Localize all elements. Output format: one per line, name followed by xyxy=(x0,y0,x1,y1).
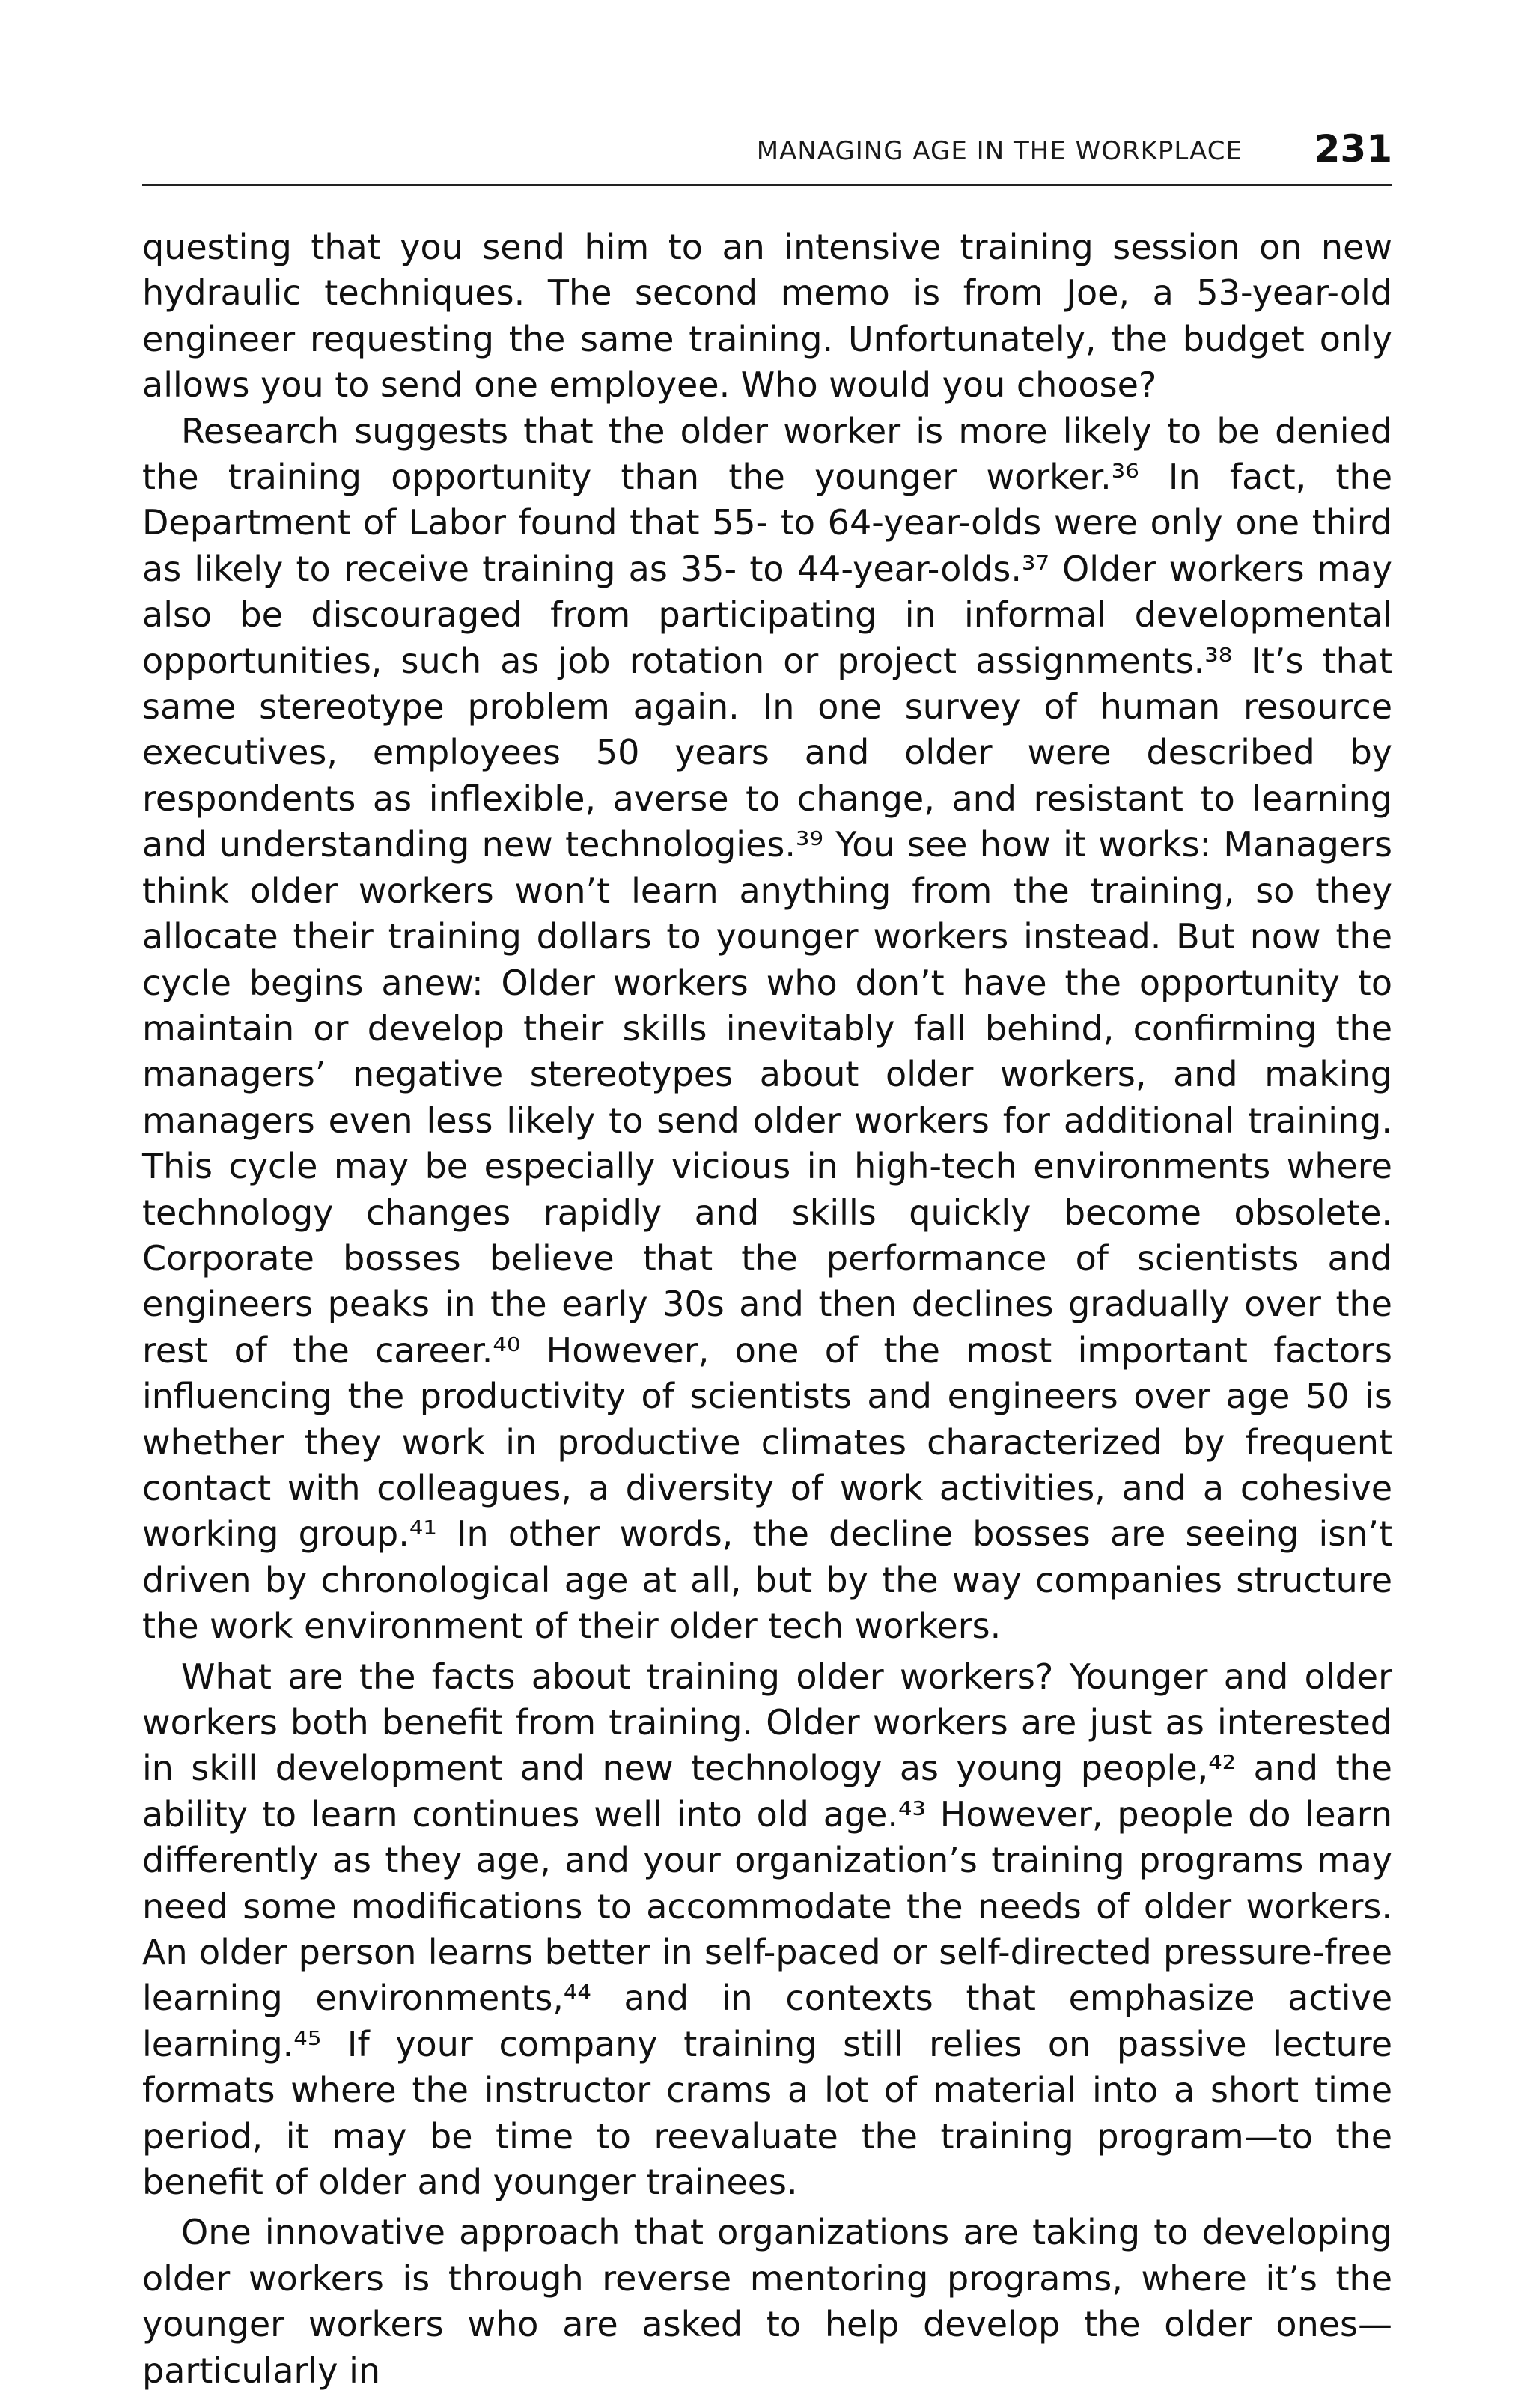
paragraph-reverse-mentoring: One innovative approach that organizations are taking to developing older workers is through reverse mentoring programs, where it’s the younger workers who are asked to help develop the older ones—particularly in xyxy=(142,2212,1392,2391)
paragraph-research: Research suggests that the older worker is more likely to be denied the training opportunity than the younger worker.³⁶ In fact, the Department of Labor found that 55- to 64-year-olds were only one third as likely to receive training as 35- to 44-year-olds.³⁷ Older workers may also be discouraged from participating in informal developmental opportunities, such as job rotation or project assignments.³⁸ It’s that same stereotype problem again. In one survey of human resource executives, employees 50 years and older were described by respondents as inflexible, averse to change, and resistant to learning and understanding new technologies.³⁹ You see how it works: Managers think older workers won’t learn anything from the training, so they allocate their training dollars to younger workers instead. But now the cycle begins anew: Older workers who don’t have the opportunity to maintain or develop their skills inevitably fall behind, confirming the managers’ negative stereotypes about older workers, and making managers even less likely to send older workers for additional training. This cycle may be especially vicious in high-tech environments where technology changes rapidly and skills quickly become obsolete. Corporate bosses believe that the performance of scientists and engineers peaks in the early 30s and then declines gradually over the rest of the career.⁴⁰ However, one of the most important factors influencing the productivity of scientists and engineers over age 50 is whether they work in productive climates characterized by frequent contact with colleagues, a diversity of work activities, and a cohesive working group.⁴¹ In other words, the decline bosses are seeing isn’t driven by chronological age at all, but by the way companies structure the work environment of their older tech workers. xyxy=(142,410,1392,1647)
page-header xyxy=(142,127,1392,186)
running-head: MANAGING AGE IN THE WORKPLACE xyxy=(756,136,1243,166)
body-text xyxy=(142,225,1392,2394)
paragraph-continuation: questing that you send him to an intensive training session on new hydraulic techniques. The second memo is from Joe, a 53-year-old engineer requesting the same training. Unfortunately, the budget only allows you to send one employee. Who would you choose? xyxy=(142,227,1392,406)
page-number: 231 xyxy=(1314,127,1392,171)
paragraph-training-facts: What are the facts about training older workers? Younger and older workers both benefit from training. Older workers are just as interested in skill development and new technology as young people,⁴² and the ability to learn continues well into old age.⁴³ However, people do learn differently as they age, and your organization’s training programs may need some modifications to accommodate the needs of older workers. An older person learns better in self-paced or self-directed pressure-free learning environments,⁴⁴ and in contexts that emphasize active learning.⁴⁵ If your company training still relies on passive lecture formats where the instructor crams a lot of material into a short time period, it may be time to reevaluate the training program—to the benefit of older and younger trainees. xyxy=(142,1656,1392,2203)
header-rule xyxy=(142,184,1392,186)
